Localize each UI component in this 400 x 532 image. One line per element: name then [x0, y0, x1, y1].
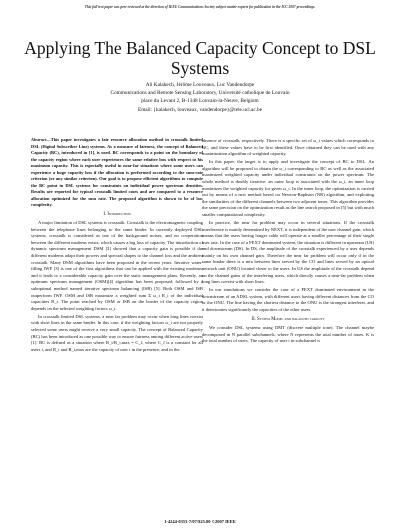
header-note: This full text paper was peer reviewed at the direction of IEEE Communications Society subject matter experts for publication in the ICC 2007 proceedings.: [84, 5, 316, 9]
left-column: [31, 137, 203, 355]
section-heading-system: II. System Model and balanced capacity: [251, 316, 325, 322]
paragraph: In our simulations we consider the case of a FEXT dominated environment in the downstream of an ADSL system, with different users having different distances from the CO or the ONU. The line having the shortest distance to the ONU is the strongest interferer, and it deteriorates significantly the capacities of the other users.: [202, 287, 374, 313]
paragraph: In this paper, the target is to apply and investigate the concept of BC to DSL. An algorithm will be proposed to obtain the ω_i corresponding to BC as well as the associated maximized weighted capacity under individual constraints on the power spectrum. The whole method is doubly iterative: an outer loop is associated with the ω_i, an inner loop maximizes the weighted capacity for given ω_i. In the inner loop, the optimization is carried out by means of a new method based on Newton-Raphson (NR) algorithm, and exploiting the similarities of the different channels between two adjacent tones. This algorithm provides the same precision on the optimization result as the line search proposed in [5] but with much smaller computational complexity.: [202, 159, 374, 217]
right-column: [202, 138, 374, 346]
section-heading-intro: I. Introduction: [103, 211, 131, 217]
footer-isbn: 1-4244-0353-7/07/$25.00 ©2007 IEEE: [164, 519, 236, 524]
abstract: [31, 137, 203, 209]
abstract-body: —This paper investigates a fair resource allocation method in crosstalk limited DSL (Digital Subscriber Line) systems. As a measure of fairness, the concept of Balanced Capacity (BC), introduced in [1], is used. BC corresponds to a point on the boundary of the capacity region where each user experiences the same relative loss with respect to his maximum capacity. This is especially useful in near-far situations where some users can experience a huge capacity loss if the allocation is performed according to the sum-rate criterion (or any similar criterion). Our goal is to propose efficient algorithms to compute the BC point in DSL systems for constraints on individual power spectrum densities. Results are reported for typical crosstalk limited cases and are compared to a resource allocation optimized for the sum rate. The proposed algorithm is shown to be of low complexity.: [31, 137, 203, 207]
paper-title: Applying The Balanced Capacity Concept to DSL Systems: [24, 38, 376, 78]
author-block: [20, 81, 380, 114]
paragraph: In practice, the near far problem may occur in several situations. If the crosstalk interference is mainly determined by NEXT, it is independent of the user channel gain, which means that the users having longer cable will operate at a smaller percentage of their single user rate. In the case of a FEXT dominated system, the situation is different in upstream (US) and downstream (DS). In DS, the amplitude of the crosstalk experienced by a user depends mainly on his own channel gain. Therefore the near far problem will occur only if in the same binder there is a mix between lines served by the CO and lines served by an optical network unit (ONU) located closer to the users. In US the amplitude of the crosstalk depend on the channel gains of the interfering users, which directly causes a near-far problem when long lines coexist with short lines.: [202, 219, 374, 285]
author-affiliation: Communications and Remote Sensing Laboratory, Université catholique de Louvain: [110, 90, 290, 97]
paragraph: In crosstalk limited DSL systems, a near far problem may occur when long lines coexist with short lines in the same binder. In this case, if the weighting factors ω_i are not properly selected some users might receive a very small capacity. The concept of Balanced Capacity (BC) has been introduced as one possible way to ensure fairness among different active users [1]. BC is defined as a situation where R_i/R_i,max = C_f, where C_f is a constant for all users i, and R_i and R_i,max are the capacity of user i in the presence, and in the: [31, 313, 203, 352]
paragraph: We consider DSL systems using DMT (discrete multiple tone). The channel maybe decomposed in N parallel subchannels, where N represents the total number of tones. K is the total number of users. The capacity of user i in subchannel n: [202, 325, 374, 344]
author-names: Ali Kalakech, Jérôme Louveaux, Luc Vandendorpe: [145, 82, 255, 88]
abstract-lead: Abstract: [31, 137, 47, 142]
author-address: place du Levant 2, B-1348 Louvain-la-Neuve, Belgium: [141, 98, 259, 105]
author-email: Email: {kalakech, louveaux, vandendorpe}@tele.ucl.ac.be: [137, 106, 263, 113]
paragraph: A major limitation of DSL systems is crosstalk. Crosstalk is the electromagnetic coupling between the telephone lines belonging to the same binder. In currently deployed DSL systems, crosstalk is considered as one of the background noises, and no cooperation between the different modems exists, which causes a big loss of capacity. The introduction of dynamic spectrum management DSM [2] showed that a capacity gain is possible if the different modems adapt their powers and spectral shapes to the channel loss and the ambient crosstalk. Many DSM algorithms have been proposed in the recent years. Iterative water-filling IWF [3] is one of the first algorithms that can be applied with the existing modems, and it leads to a considerable capacity gain over the static management plans. Recently, an optimum spectrum management (OSM)[4] algorithm has been proposed, followed by a suboptimal method named iterative spectrum balancing (ISB) [5]. Both OSM and ISB outperform IWF. OSM and ISB maximize a weighted sum Σ ω_i R_i of the individual capacities R_i. The point reached by OSM or ISB on the border of the capacity region depends on the selected weighting factors ω_i.: [31, 220, 203, 311]
paragraph: absence of crosstalk, respectively. There is a specific set of ω_i values which corresponds to BC, and these values have to be first identified. Once obtained they can be used with any maximization algorithm of weighted capacity.: [202, 138, 374, 157]
